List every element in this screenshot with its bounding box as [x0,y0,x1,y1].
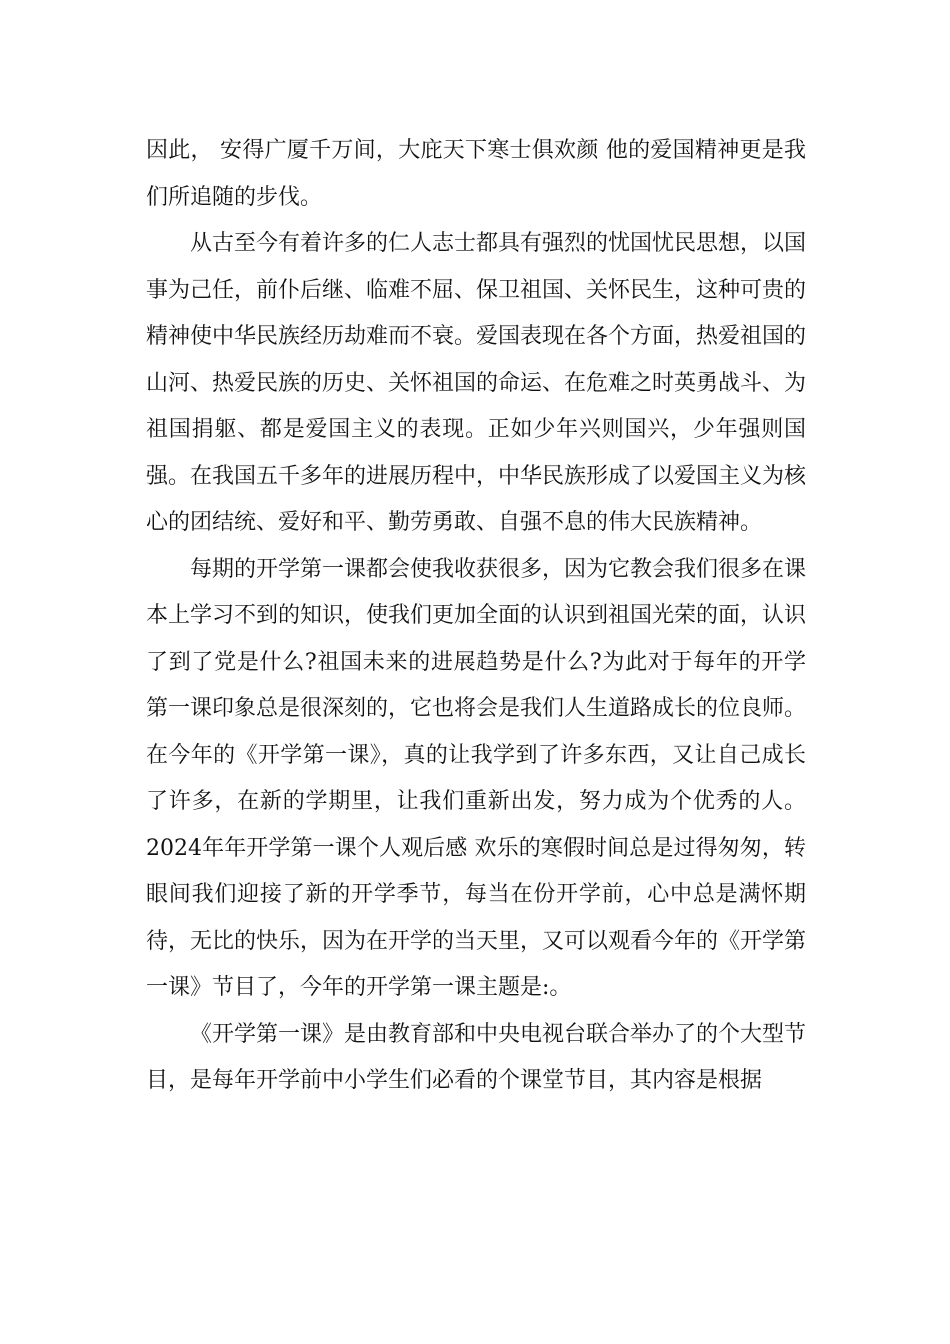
paragraph-4: 《开学第一课》是由教育部和中央电视台联合举办了的个大型节目，是每年开学前中小学生们必看的个课堂节目，其内容是根据 [146,1021,807,1093]
paragraph-3: 每期的开学第一课都会使我收获很多，因为它教会我们很多在课本上学习不到的知识，使我们更加全面的认识到祖国光荣的面，认识了到了党是什么?祖国未来的进展趋势是什么?为此对于每年的开学第一课印象总是很深刻的，它也将会是我们人生道路成长的位良师。在今年的《开学第一课》，真的让我学到了许多东西，又让自己成长了许多，在新的学期里，让我们重新出发，努力成为个优秀的人。 2024年年开学第一课个人观后感 欢乐的寒假时间总是过得匆匆，转眼间我们迎接了新的开学季节，每当在份开学前，心中总是满怀期待，无比的快乐，因为在开学的当天里，又可以观看今年的《开学第一课》节目了，今年的开学第一课主题是:。 [146,556,807,1000]
paragraph-1: 因此， 安得广厦千万间，大庇天下寒士俱欢颜 他的爱国精神更是我们所追随的步伐。 [146,138,806,210]
document-body [146,128,806,1105]
paragraph-2: 从古至今有着许多的仁人志士都具有强烈的忧国忧民思想，以国事为己任，前仆后继、临难不屈、保卫祖国、关怀民生，这种可贵的精神使中华民族经历劫难而不衰。爱国表现在各个方面，热爱祖国的山河、热爱民族的历史、关怀祖国的命运、在危难之时英勇战斗、为祖国捐躯、都是爱国主义的表现。正如少年兴则国兴，少年强则国强。在我国五千多年的进展历程中，中华民族形成了以爱国主义为核心的团结统、爱好和平、勤劳勇敢、自强不息的伟大民族精神。 [146,231,807,535]
